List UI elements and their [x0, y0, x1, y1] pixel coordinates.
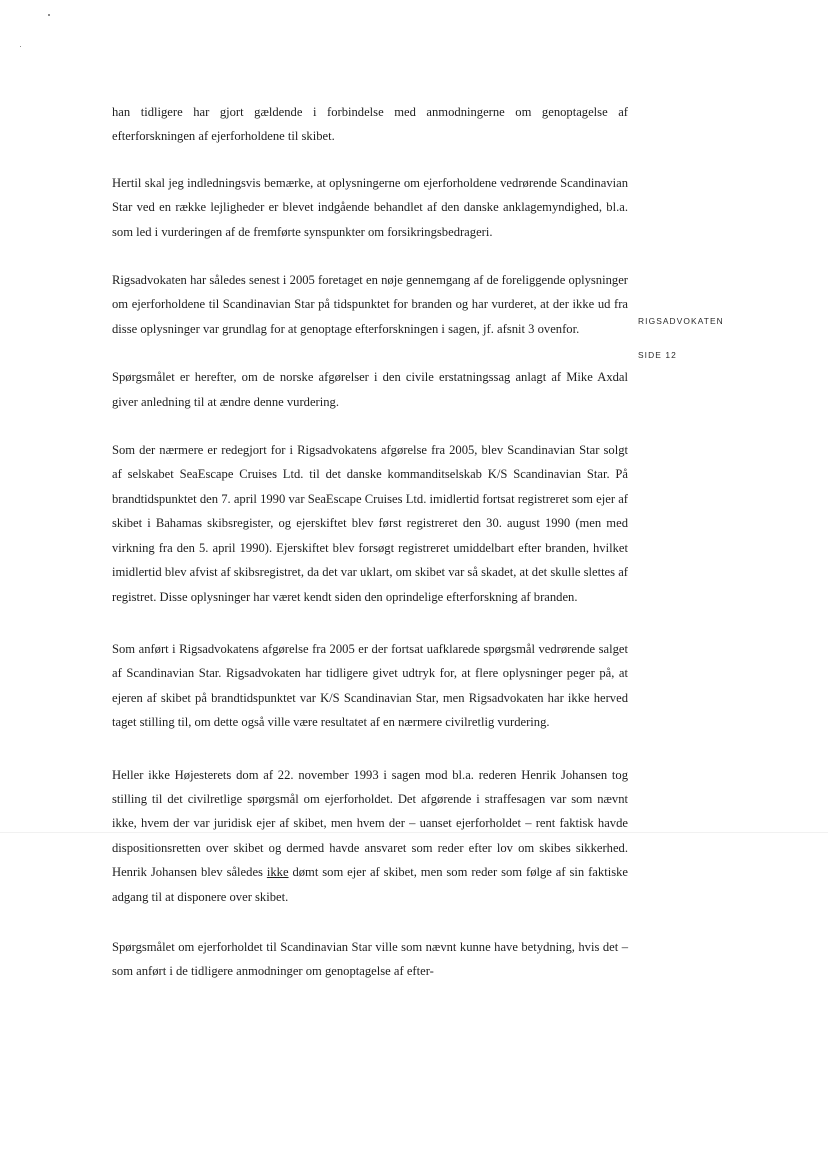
- paragraph-7-text-start: Heller ikke Højesterets dom af 22. november 1993 i sagen mod bl.a. rederen Henrik Johansen tog stilling til det civilretlige spørgsmål om ejerforholdet. Det afgørende i straffesagen var som nævnt ikke, hvem der var juridisk ejer af skibet, men hvem der – uanset ejerforholdet – rent faktisk havde dispositionsretten over skibet og dermed havde ansvaret som reder efter lov om skibes sikkerhed. Henrik Johansen blev således: [112, 767, 628, 880]
- paragraph-2: Hertil skal jeg indledningsvis bemærke, at oplysningerne om ejerforholdene vedrørende Scandinavian Star ved en række lejligheder er blevet indgående behandlet af den danske anklagemyndighed, bl.a. som led i vurderingen af de fremførte synspunkter om forsikringsbedrageri.: [112, 175, 628, 239]
- paragraph-5: Som der nærmere er redegjort for i Rigsadvokatens afgørelse fra 2005, blev Scandinavian Star solgt af selskabet SeaEscape Cruises Ltd. til det danske kommanditselskab K/S Scandinavian Star. På brandtidspunktet den 7. april 1990 var SeaEscape Cruises Ltd. imidlertid fortsat registreret som ejer af skibet i Bahamas skibsregister, og ejerskiftet blev først registreret den 30. august 1990 (men med virkning fra den 5. april 1990). Ejerskiftet blev forsøgt registreret umiddelbart efter branden, hvilket imidlertid blev afvist af skibsregistret, da det var uklart, om skibet var så skadet, at det skulle slettes af registret. Disse oplysninger har været kendt siden den oprindelige efterforskning af branden.: [112, 443, 628, 604]
- page-number: SIDE 12: [638, 350, 677, 360]
- paragraph-7-emphasis: ikke: [266, 865, 289, 880]
- paragraph-1: han tidligere har gjort gældende i forbindelse med anmodningerne om genoptagelse af efterforskningen af ejerforholdene til skibet.: [112, 105, 628, 144]
- margin-header: [638, 316, 788, 384]
- scan-speck: [48, 14, 50, 16]
- paragraph-3: Rigsadvokaten har således senest i 2005 foretaget en nøje gennemgang af de foreliggende oplysninger om ejerforholdene til Scandinavian Star på tidspunktet for branden og har vurderet, at der ikke ud fra disse oplysninger var grundlag for at genoptage efterforskningen i sagen, jf. afsnit 3 ovenfor.: [112, 273, 628, 336]
- office-name: RIGSADVOKATEN: [638, 316, 724, 326]
- paragraph-6: Som anført i Rigsadvokatens afgørelse fra 2005 er der fortsat uafklarede spørgsmål vedrørende salget af Scandinavian Star. Rigsadvokaten har tidligere givet udtryk for, at flere oplysninger peger på, at ejeren af skibet på brandtidspunktet var K/S Scandinavian Star, men Rigsadvokaten har ikke herved taget stilling til, om dette også ville være resultatet af en nærmere civilretlig vurdering.: [112, 641, 628, 730]
- paragraph-4: Spørgsmålet er herefter, om de norske afgørelser i den civile erstatningssag anlagt af Mike Axdal giver anledning til at ændre denne vurdering.: [112, 370, 628, 409]
- scan-speck: [20, 46, 21, 47]
- paragraph-7-text-end: dømt som ejer af skibet, men som reder som følge af sin faktiske adgang til at disponere over skibet.: [112, 865, 628, 904]
- paragraph-8: Spørgsmålet om ejerforholdet til Scandinavian Star ville som nævnt kunne have betydning, hvis det – som anført i de tidligere anmodninger om genoptagelse af efter-: [112, 939, 628, 979]
- letter-body: [112, 100, 628, 984]
- paragraph-7: [112, 763, 628, 909]
